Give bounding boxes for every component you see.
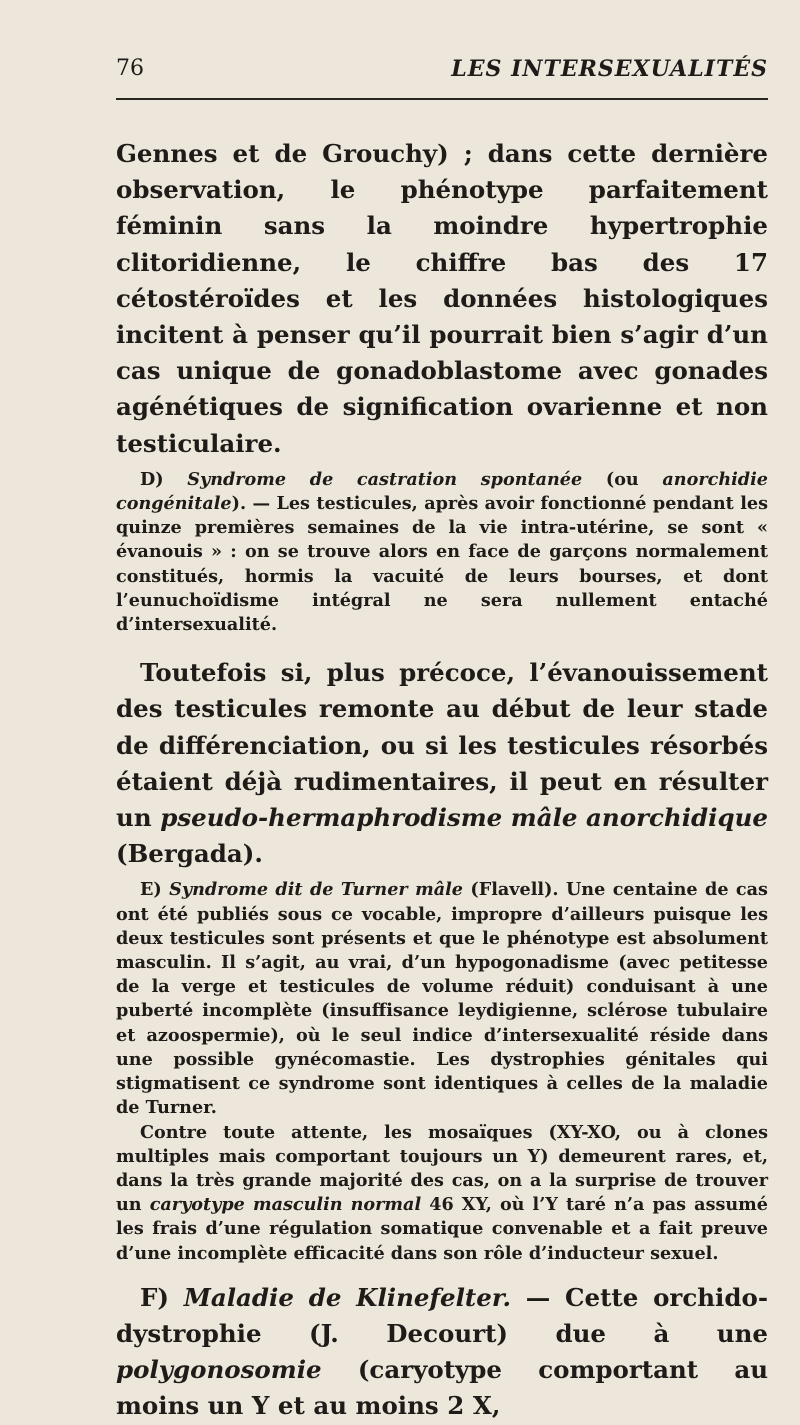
running-title: LES INTERSEXUALITÉS (451, 56, 768, 82)
anorchidique-ref: (Bergada). (116, 839, 263, 869)
section-e-text: (Flavell). Une centaine de cas ont été publiés sous ce vocable, impropre d’ailleurs puisque les deux testicules sont présents et que le phénotype est absolument masculin. Il s’agit, au vrai, d’un hypogonadisme (avec petitesse de la verge et testicules de volume réduit) conduisant à une puberté incomplète (insuffisance leydigienne, sclérose tubulaire et azoospermie), où le seul indice d’intersexualité réside dans une possible gynécomastie. Les dystrophies génitales qui stigmatisent ce syndrome sont identiques à celles de la maladie de Turner. (116, 879, 768, 1119)
header-rule (116, 98, 768, 100)
section-e-term: caryotype masculin normal (149, 1194, 422, 1216)
page-body (116, 136, 768, 1425)
anorchidique-term: pseudo-hermaphrodisme mâle anorchidique (160, 803, 769, 833)
section-e (116, 878, 768, 1120)
section-f-text: — Cette orchido-dystrophie (J. Decourt) due à une (116, 1282, 768, 1348)
section-f-title: Maladie de Klinefelter. (183, 1282, 512, 1312)
section-f-text2: (caryotype comportant au moins un Y et au moins 2 X, (116, 1355, 769, 1421)
section-d-paren-close: ). (231, 493, 247, 515)
paragraph-gonadoblastome: Gennes et de Grouchy) ; dans cette dernière observation, le phénotype parfaitement féminin sans la moindre hypertrophie clitoridienne, le chiffre bas des 17 cétostéroïdes et les données histologiques incitent à penser qu’il pourrait bien s’agir d’un cas unique de gonadoblastome avec gonades agénétiques de signification ovarienne et non testiculaire. (116, 139, 768, 458)
section-f-label: F) (140, 1282, 169, 1312)
section-e-p2-a: Contre toute attente, les mosaïques (XY-XO, ou à clones multiples mais comportant toujours un Y) demeurent rares, et, dans la très grande majorité des cas, on a la surprise de trouver un (116, 1121, 768, 1216)
section-e-title: Syndrome dit de Turner mâle (169, 879, 463, 901)
section-d-label: D) (140, 468, 164, 490)
section-d-title: Syndrome de castration spontanée (187, 468, 583, 490)
page-number: 76 (116, 56, 144, 81)
section-d-paren-open: (ou (605, 468, 639, 490)
section-d (116, 468, 768, 637)
section-e-label: E) (140, 879, 162, 901)
section-d-alt-title: anorchidie congénitale (116, 468, 768, 515)
page-header (116, 52, 768, 96)
section-e-paragraph-2 (116, 1121, 768, 1266)
section-e-p2-b: 46 XY, où l’Y taré n’a pas assumé les frais d’une régulation somatique convenable et a fait preuve d’une incomplète efficacité dans son rôle d’inducteur sexuel. (116, 1194, 768, 1264)
section-f (116, 1280, 768, 1425)
section-f-term: polygonosomie (116, 1355, 322, 1385)
paragraph-anorchidique (116, 655, 768, 872)
section-d-text: — Les testicules, après avoir fonctionné pendant les quinze premières semaines de la vie intra-utérine, se sont « évanouis » : on se trouve alors en face de garçons normalement constitués, hormis la vacuité de leurs bourses, et dont l’eunuchoïdisme intégral ne sera nullement entaché d’intersexualité. (116, 493, 768, 636)
anorchidique-text: Toutefois si, plus précoce, l’évanouissement des testicules remonte au début de leur stade de différenciation, ou si les testicules résorbés étaient déjà rudimentaires, il peut en résulter un (116, 658, 768, 833)
